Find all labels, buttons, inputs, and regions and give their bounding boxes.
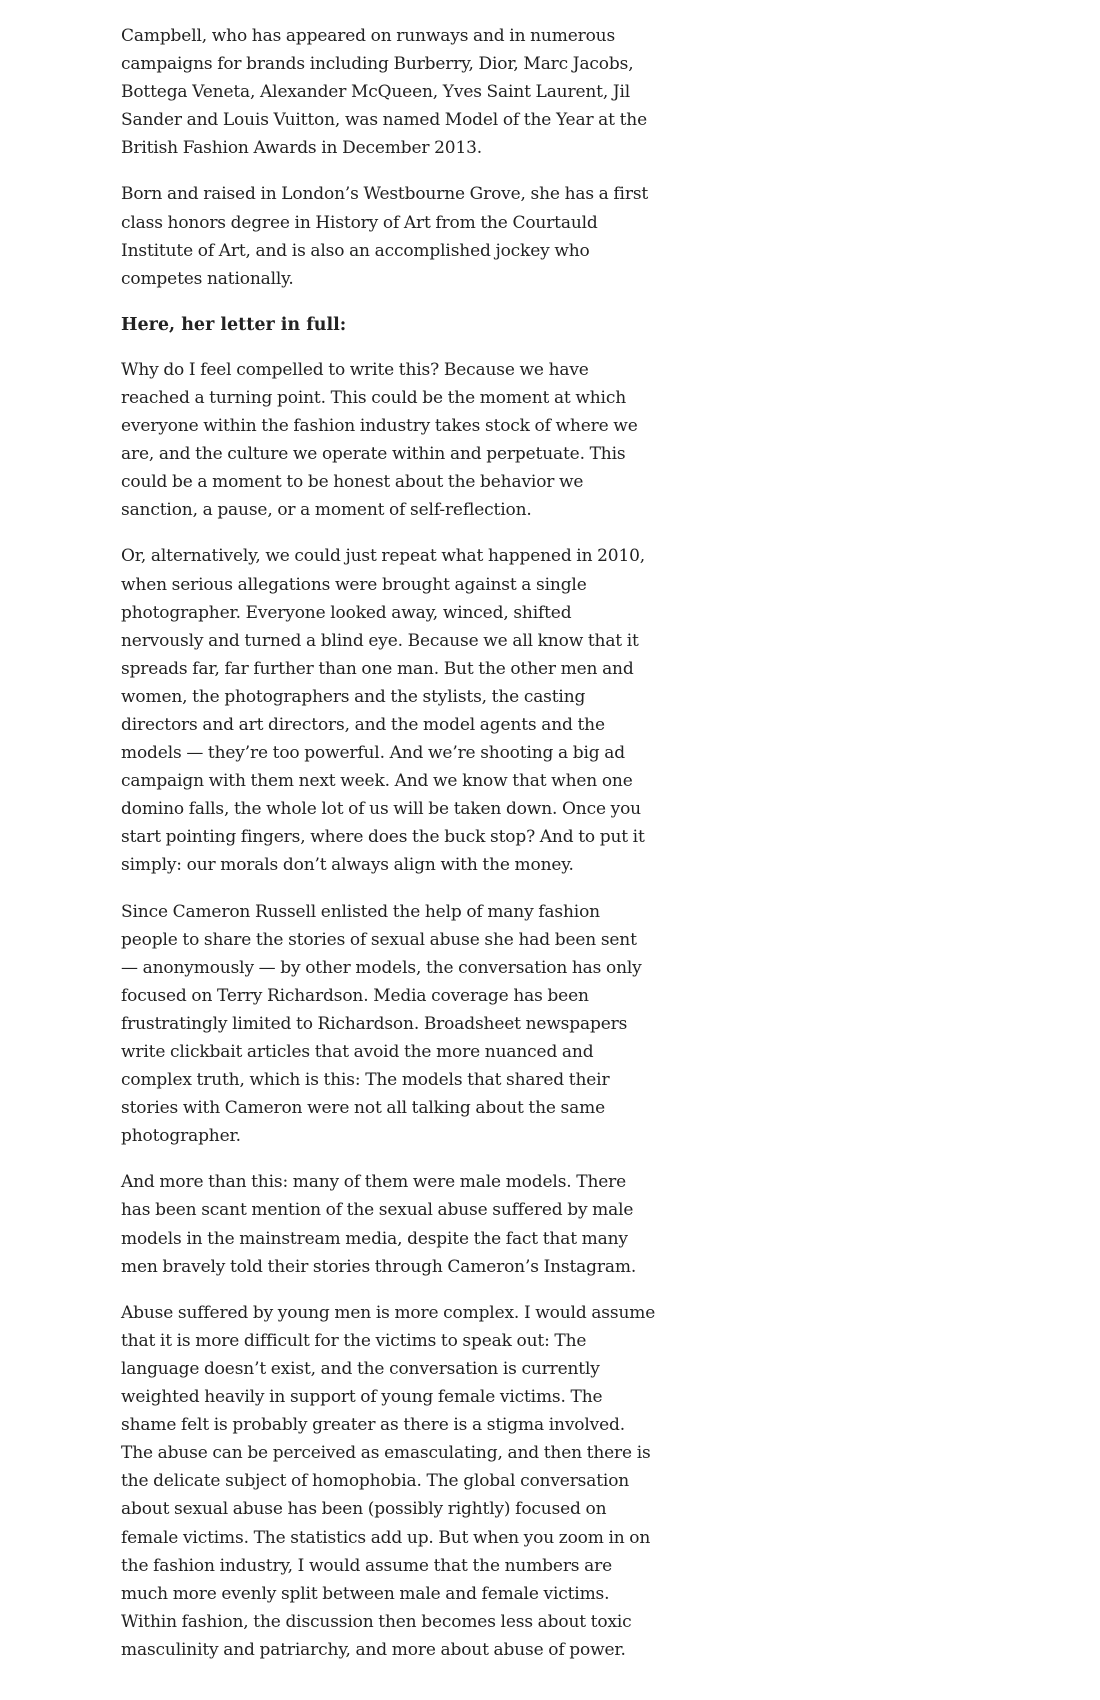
- paragraph-campbell-background: Born and raised in London’s Westbourne Grove, she has a first class honors degree in History of Art from the Courtauld Institute of Art, and is also an accomplished jockey who competes nationally.: [121, 184, 649, 289]
- letter-paragraph: And more than this: many of them were male models. There has been scant mention of the sexual abuse suffered by male models in the mainstream media, despite the fact that many men bravely told their stories through Cameron’s Instagram.: [121, 1172, 637, 1277]
- article-body: [121, 22, 656, 1682]
- letter-paragraph: Abuse suffered by young men is more complex. I would assume that it is more difficult for the victims to speak out: The language doesn’t exist, and the conversation is currently weighted heavily in support of young female victims. The shame felt is probably greater as there is a stigma involved. The abuse can be perceived as emasculating, and then there is the delicate subject of homophobia. The global conversation about sexual abuse has been (possibly rightly) focused on female victims. The statistics add up. But when you zoom in on the fashion industry, I would assume that the numbers are much more evenly split between male and female victims. Within fashion, the discussion then becomes less about toxic masculinity and patriarchy, and more about abuse of power.: [121, 1302, 656, 1660]
- paragraph-campbell-career: Campbell, who has appeared on runways and in numerous campaigns for brands including Burberry, Dior, Marc Jacobs, Bottega Veneta, Alexander McQueen, Yves Saint Laurent, Jil Sander and Louis Vuitton, was named Model of the Year at the British Fashion Awards in December 2013.: [121, 26, 647, 159]
- letter-paragraph: Why do I feel compelled to write this? Because we have reached a turning point. This could be the moment at which everyone within the fashion industry takes stock of where we are, and the culture we operate within and perpetuate. This could be a moment to be honest about the behavior we sanction, a pause, or a moment of self-reflection.: [121, 359, 638, 521]
- letter-subheading: Here, her letter in full:: [121, 314, 347, 335]
- letter-paragraph: Since Cameron Russell enlisted the help of many fashion people to share the stories of sexual abuse she had been sent — anonymously — by other models, the conversation has only focused on Terry Richardson. Media coverage has been frustratingly limited to Richardson. Broadsheet newspapers write clickbait articles that avoid the more nuanced and complex truth, which is this: The models that shared their stories with Cameron were not all talking about the same photographer.: [121, 901, 642, 1147]
- letter-paragraph: Or, alternatively, we could just repeat what happened in 2010, when serious allegations were brought against a single photographer. Everyone looked away, winced, shifted nervously and turned a blind eye. Because we all know that it spreads far, far further than one man. But the other men and women, the photographers and the stylists, the casting directors and art directors, and the model agents and the models — they’re too powerful. And we’re shooting a big ad campaign with them next week. And we know that when one domino falls, the whole lot of us will be taken down. Once you start pointing fingers, where does the buck stop? And to put it simply: our morals don’t always align with the money.: [121, 546, 646, 876]
